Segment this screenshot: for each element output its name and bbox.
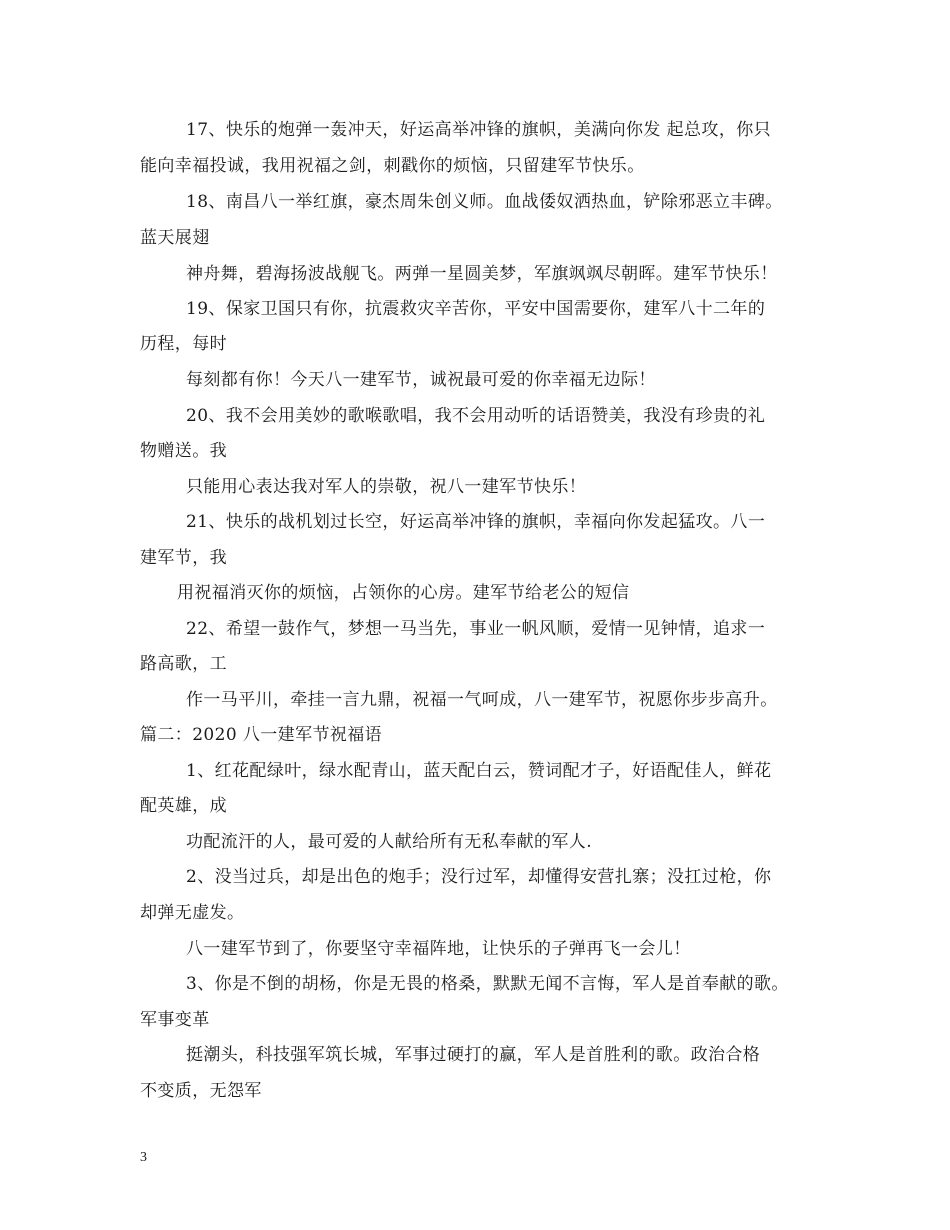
text-line: 18、南昌八一举红旗，豪杰周朱创义师。血战倭奴洒热血，铲除邪恶立丰碑。	[186, 192, 783, 212]
text-line: 只能用心表达我对军人的崇敬，祝八一建军节快乐！	[186, 477, 587, 497]
text-line: 19、保家卫国只有你，抗震救灾辛苦你，平安中国需要你，建军八十二年的	[186, 299, 766, 319]
text-line: 功配流汗的人，最可爱的人献给所有无私奉献的军人.	[186, 832, 593, 852]
text-line: 3、你是不倒的胡杨，你是无畏的格桑，默默无闻不言悔，军人是首奉献的歌。	[186, 974, 789, 994]
text-line: 神舟舞，碧海扬波战舰飞。两弹一星圆美梦，军旗飒飒尽朝晖。建军节快乐！	[186, 264, 778, 284]
text-line: 配英雄，成	[140, 796, 227, 816]
text-line: 20、我不会用美妙的歌喉歌唱，我不会用动听的话语赞美，我没有珍贵的礼	[186, 406, 766, 426]
text-line: 每刻都有你！今天八一建军节，诚祝最可爱的你幸福无边际！	[186, 370, 656, 390]
text-line: 路高歌，工	[140, 654, 227, 674]
text-line: 1、红花配绿叶，绿水配青山，蓝天配白云，赞词配才子，好语配佳人，鲜花	[186, 761, 772, 781]
text-line: 用祝福消灭你的烦恼，占领你的心房。建军节给老公的短信	[177, 583, 630, 603]
text-line: 作一马平川，牵挂一言九鼎，祝福一气呵成，八一建军节，祝愿你步步高升。	[186, 690, 778, 710]
text-line: 历程，每时	[140, 334, 227, 354]
text-line: 蓝天展翅	[140, 228, 210, 248]
text-line: 却弹无虚发。	[140, 903, 245, 923]
text-line: 2、没当过兵，却是出色的炮手；没行过军，却懂得安营扎寨；没扛过枪，你	[186, 867, 772, 887]
text-line: 21、快乐的战机划过长空，好运高举冲锋的旗帜，幸福向你发起猛攻。八一	[186, 512, 766, 532]
text-line: 能向幸福投诚，我用祝福之剑，刺戳你的烦恼，只留建军节快乐。	[140, 156, 645, 176]
text-line: 22、希望一鼓作气，梦想一马当先，事业一帆风顺，爱情一见钟情，追求一	[186, 619, 766, 639]
text-line: 不变质，无怨军	[140, 1081, 262, 1101]
text-line: 17、快乐的炮弹一轰冲天，好运高举冲锋的旗帜，美满向你发 起总攻，你只	[186, 120, 772, 140]
section-heading: 篇二：2020 八一建军节祝福语	[140, 725, 383, 745]
text-line: 挺潮头，科技强军筑长城，军事过硬打的赢，军人是首胜利的歌。政治合格	[186, 1045, 761, 1065]
text-line: 八一建军节到了，你要坚守幸福阵地，让快乐的子弹再飞一会儿！	[186, 939, 691, 959]
page-number: 3	[140, 1150, 147, 1165]
text-line: 军事变革	[140, 1010, 210, 1030]
text-line: 物赠送。我	[140, 441, 227, 461]
text-line: 建军节，我	[140, 548, 227, 568]
